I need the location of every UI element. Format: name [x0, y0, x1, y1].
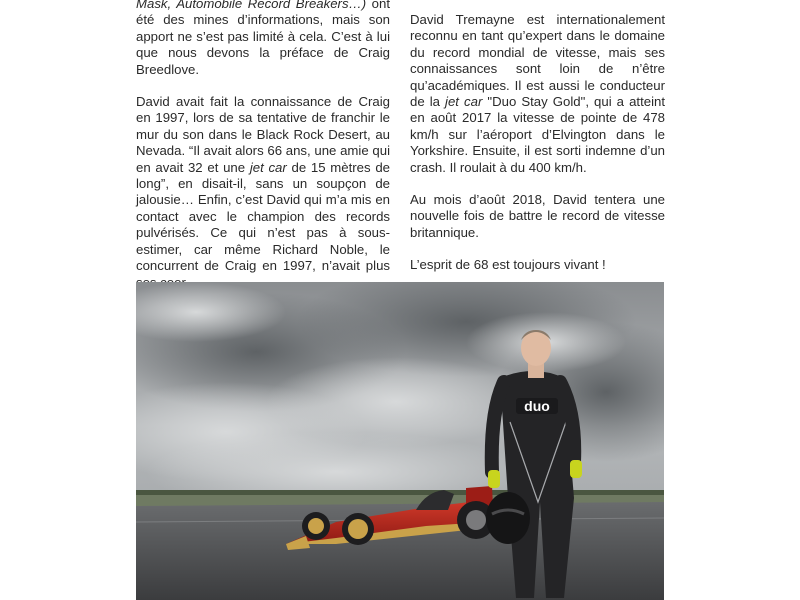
driver-photo [136, 282, 664, 600]
right-paragraph-1-text-b: "Duo Stay Gold", qui a atteint en août 2017 la vitesse de pointe de 478 km/h sur l’aéroport d’Elvington dans le Yorkshire. Ensuite, il est sorti indemne d’un crash. Il roulait à du 400 km/h. [410, 94, 665, 175]
left-paragraph-2-text-a: David avait fait la connaissance de Craig en 1997, lors de sa tentative de franchir le mur du son dans le Black Rock Desert, au Nevada. “Il avait alors 66 ans, une amie qui en avait 32 et une [136, 94, 390, 175]
left-paragraph-2-text-b: de 15 mètres de long”, en disait-il, sans un soupçon de jalousie… Enfin, c’est David qui m’a mis en contact avec le champion des records pulvérisés. Ce qui n’est pas à sous-estimer, car même Richard Noble, le concurrent de Craig en 1997, n’avait plus [136, 159, 390, 274]
right-paragraph-1-text-a: David Tremayne est internationalement reconnu en tant qu’expert dans le domaine du record mondial de vitesse, mais ses connaissances sont loin de n’être qu’académiques. Il est aussi le conducteur de la [410, 12, 665, 110]
photo-illustration [136, 282, 664, 600]
left-paragraph-1 [136, 0, 390, 78]
jet-car-italic: jet car [445, 94, 483, 110]
jet-car-italic: jet car [249, 159, 287, 175]
book-titles-italic: Mask, Automobile Record Breakers…) [136, 0, 367, 11]
left-paragraph-2 [136, 94, 390, 291]
left-text-column [136, 0, 390, 307]
right-paragraph-2: Au mois d’août 2018, David tentera une nouvelle fois de battre le record de vitesse britannique. [410, 192, 665, 240]
right-paragraph-1 [410, 12, 665, 176]
right-text-column [410, 12, 665, 290]
right-paragraph-3: L’esprit de 68 est toujours vivant ! [410, 257, 606, 273]
suit-logo-text: duo [524, 398, 550, 414]
left-paragraph-1-text: ont été des mines d’informations, mais son apport ne s’est pas limité à cela. C’est à lui que nous devons la préface de Craig Breedlove. [136, 0, 390, 77]
